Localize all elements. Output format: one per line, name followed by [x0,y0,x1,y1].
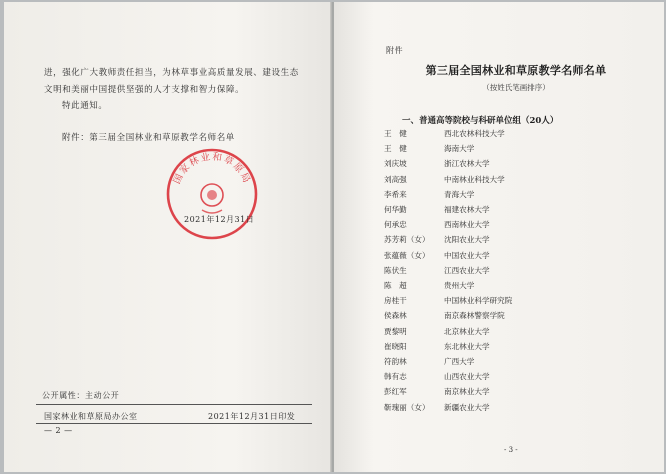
attachment-label: 附件 [386,46,404,55]
teacher-institution: 福建农林大学 [444,205,490,214]
attachment-note: 附件：第三届全国林业和草原教学名师名单 [62,133,235,143]
teacher-institution: 贵州大学 [444,281,475,290]
teacher-name: 张蕴薇（女） [384,250,430,260]
page-number-right: - 3 - [504,446,518,454]
teacher-name: 贾黎明 [384,326,407,336]
teacher-institution: 新疆农业大学 [444,402,490,412]
teacher-institution: 北京林业大学 [444,326,490,336]
teacher-name: 苏芳莉（女） [384,235,430,245]
teacher-name: 王 健 [384,144,407,154]
paragraph-line-2: 文明和美丽中国提供坚强的人才支撑和智力保障。 [44,85,245,95]
teacher-name: 刘庆坡 [384,159,407,169]
teacher-institution: 东北林业大学 [444,341,490,351]
teacher-name: 李希来 [384,189,407,199]
svg-text:国家林业和草原局 [172,150,253,185]
teacher-institution: 江西农业大学 [444,265,490,275]
footer-rule-bottom [36,423,312,424]
teacher-name: 符韵林 [384,357,407,366]
teacher-institution: 中国农业大学 [444,250,490,260]
right-page [334,2,664,472]
teacher-institution: 中国林业科学研究院 [444,296,513,306]
seal-date: 2021年12月31日 [184,215,255,224]
teacher-institution: 广西大学 [444,357,475,366]
teacher-name: 房桂干 [384,296,407,306]
teacher-institution: 山西农业大学 [444,372,490,382]
seal-text: 国家林业和草原局 [171,151,253,186]
teacher-name: 王 健 [384,129,407,138]
teacher-institution: 青海大学 [444,189,475,199]
teacher-name: 何华勤 [384,205,407,214]
teacher-institution: 西北农林科技大学 [444,129,505,138]
teacher-institution: 南京林业大学 [444,387,490,397]
paragraph-line-1: 进，强化广大教师责任担当，为林草事业高质量发展、建设生态 [44,68,299,78]
list-title: 第三届全国林业和草原教学名师名单 [425,64,607,77]
teacher-institution: 西南林业大学 [444,220,490,230]
page-number-left: — 2 — [44,426,73,435]
teacher-name: 崔晓阳 [384,341,407,351]
issuer: 国家林业和草原局办公室 [44,412,138,421]
left-page [4,2,332,472]
teacher-name: 侯森林 [384,311,407,321]
teacher-institution: 南京森林警察学院 [444,311,505,321]
print-date: 2021年12月31日印发 [208,412,296,421]
public-attribute: 公开属性：主动公开 [42,391,120,400]
official-seal-stamp [162,144,262,244]
teacher-institution: 浙江农林大学 [444,159,490,169]
teacher-institution: 中南林业科技大学 [444,174,505,184]
teacher-name: 何承忠 [384,220,407,230]
section-heading: 一、普通高等院校与科研单位组（20人） [402,116,559,126]
document-spread [4,2,664,472]
list-subtitle: （按姓氏笔画排序） [482,83,550,92]
teacher-name: 韩有志 [384,372,407,382]
closing-line: 特此通知。 [62,101,108,111]
teacher-name: 刘高强 [384,174,407,184]
teacher-name: 靳瑰丽（女） [384,402,430,412]
teacher-name: 彭红军 [384,387,407,397]
footer-rule-top [36,404,312,405]
teacher-institution: 沈阳农业大学 [444,235,490,245]
teacher-institution: 海南大学 [444,144,475,154]
teacher-name: 陈 超 [384,281,407,290]
teacher-name: 陈伏生 [384,265,407,275]
